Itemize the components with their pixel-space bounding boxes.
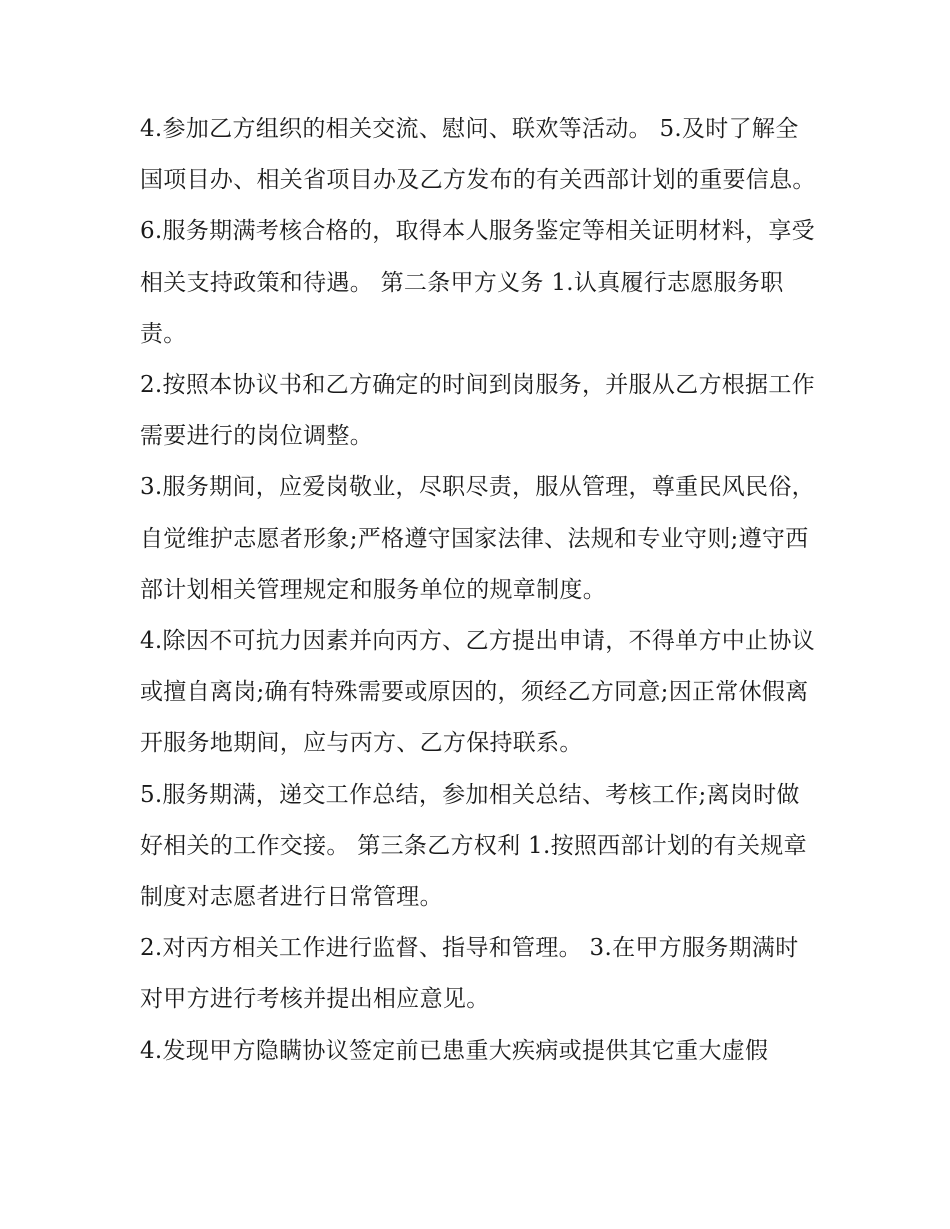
paragraph-5: 4.除因不可抗力因素并向丙方、乙方提出申请，不得单方中止协议或擅自离岗;确有特殊需要或原因的，须经乙方同意;因正常休假离开服务地期间，应与丙方、乙方保持联系。: [140, 628, 815, 757]
document-body: [140, 104, 816, 1077]
paragraph-6: 5.服务期满，递交工作总结，参加相关总结、考核工作;离岗时做好相关的工作交接。 第三条乙方权利 1.按照西部计划的有关规章制度对志愿者进行日常管理。: [140, 781, 807, 911]
paragraph-8: 4.发现甲方隐瞒协议签定前已患重大疾病或提供其它重大虚假: [140, 1037, 769, 1064]
paragraph-3: 2.按照本协议书和乙方确定的时间到岗服务，并服从乙方根据工作需要进行的岗位调整。: [140, 372, 815, 450]
paragraph-7: 2.对丙方相关工作进行监督、指导和管理。 3.在甲方服务期满时对甲方进行考核并提出相应意见。: [140, 935, 799, 1013]
paragraph-1: 4.参加乙方组织的相关交流、慰问、联欢等活动。 5.及时了解全国项目办、相关省项目办及乙方发布的有关西部计划的重要信息。: [140, 116, 816, 194]
paragraph-4: 3.服务期间，应爱岗敬业，尽职尽责，服从管理，尊重民风民俗，自觉维护志愿者形象;严格遵守国家法律、法规和专业守则;遵守西部计划相关管理规定和服务单位的规章制度。: [140, 474, 815, 603]
paragraph-2: 6.服务期满考核合格的，取得本人服务鉴定等相关证明材料，享受相关支持政策和待遇。 第二条甲方义务 1.认真履行志愿服务职责。: [140, 218, 815, 347]
